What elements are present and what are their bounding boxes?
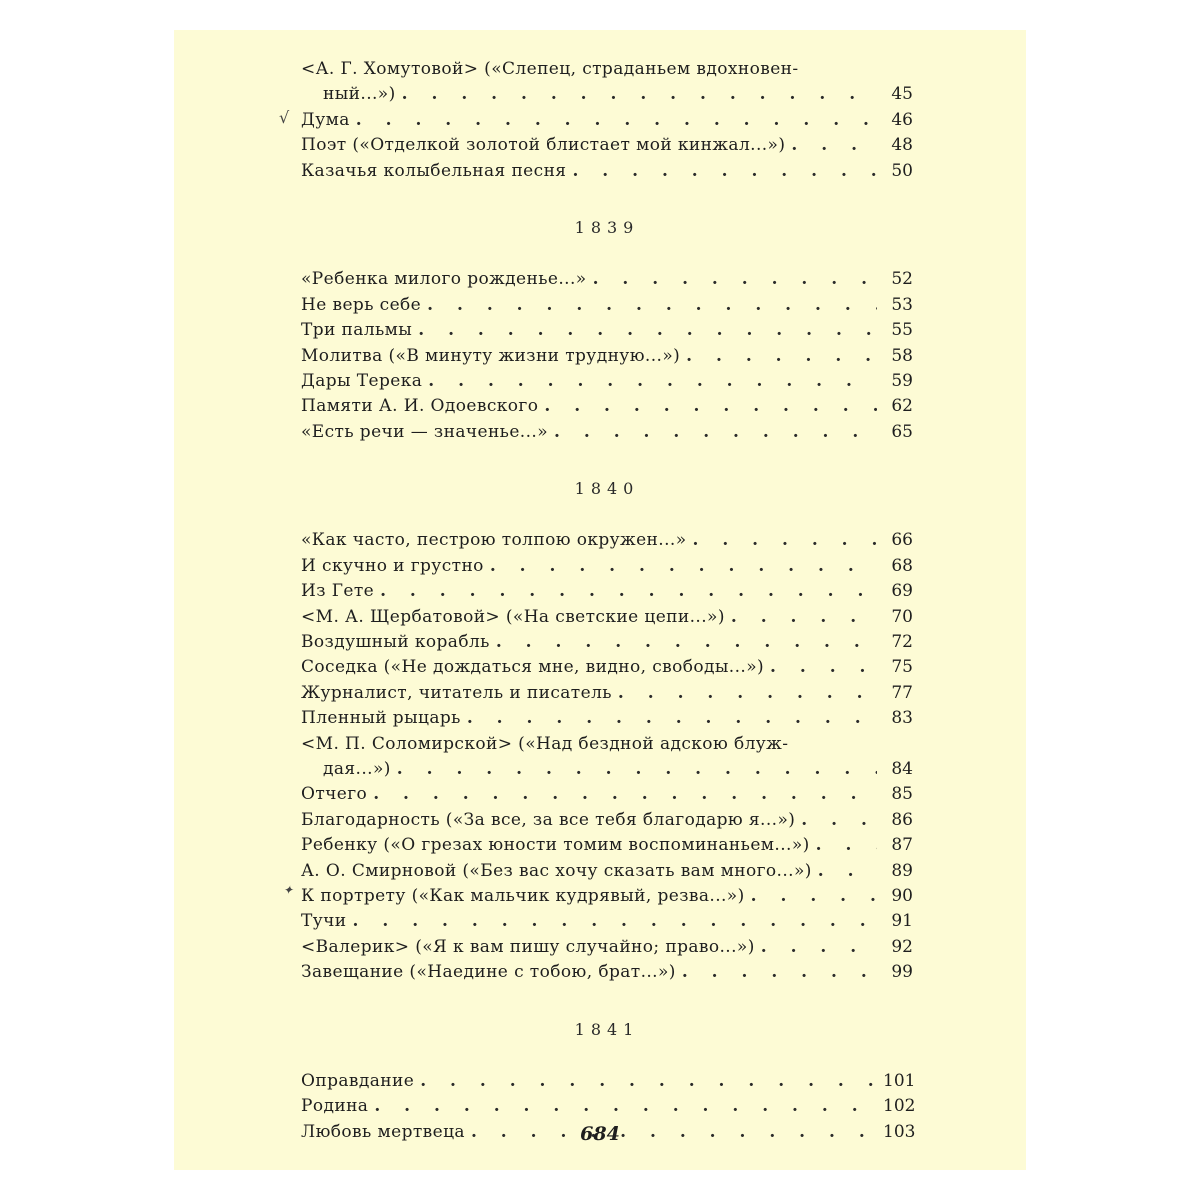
entry-page: 86 [891, 809, 913, 830]
toc-entry [301, 859, 913, 884]
toc-entry [301, 757, 913, 782]
entry-page: 87 [891, 835, 913, 856]
entry-title: И скучно и грустно [301, 555, 484, 576]
dot-leader [686, 344, 877, 369]
toc-entry [301, 133, 913, 158]
dot-leader [420, 1069, 877, 1094]
toc-entry [301, 935, 913, 960]
table-of-contents [301, 57, 916, 1145]
dot-leader [801, 808, 877, 833]
entry-page: 48 [891, 135, 913, 156]
dot-leader [380, 579, 877, 604]
entry-page: 58 [891, 345, 913, 366]
entry-title: ный...») [323, 84, 396, 105]
entry-title: дая...») [323, 758, 391, 779]
toc-entry-line [301, 732, 913, 757]
entry-page: 72 [891, 632, 913, 653]
entry-title: Три пальмы [301, 320, 413, 341]
dot-leader [693, 528, 878, 553]
entry-page: 66 [891, 530, 913, 551]
entry-page: 70 [891, 606, 913, 627]
entry-title: Казачья колыбельная песня [301, 160, 567, 181]
dot-leader [428, 369, 877, 394]
dot-leader [467, 706, 877, 731]
entry-page: 102 [883, 1096, 916, 1117]
entry-page: 77 [891, 682, 913, 703]
dot-leader [618, 681, 877, 706]
entry-page: 52 [891, 269, 913, 290]
toc-entry [301, 528, 913, 553]
dot-leader [761, 935, 877, 960]
entry-title: Завещание («Наедине с тобою, брат...») [301, 962, 676, 983]
entry-page: 55 [891, 320, 913, 341]
toc-entry [301, 833, 913, 858]
entry-page: 65 [891, 421, 913, 442]
dot-leader [731, 605, 877, 630]
toc-entry [301, 681, 913, 706]
entry-title: Журналист, читатель и писатель [301, 682, 612, 703]
entry-title: Молитва («В минуту жизни трудную...») [301, 345, 681, 366]
entry-page: 101 [883, 1070, 916, 1091]
entry-page: 45 [891, 84, 913, 105]
toc-entry [301, 909, 913, 934]
entry-title: Соседка («Не дождаться мне, видно, свободы...») [301, 657, 765, 678]
dot-leader [427, 293, 877, 318]
entry-page: 85 [891, 784, 913, 805]
toc-entry [301, 1094, 916, 1119]
entry-title: Воздушный корабль [301, 632, 490, 653]
dot-leader [418, 318, 877, 343]
dot-leader [490, 554, 877, 579]
toc-entry [301, 782, 913, 807]
entry-title: Тучи [301, 911, 347, 932]
entry-title: Поэт («Отделкой золотой блистает мой кинжал...») [301, 135, 786, 156]
toc-entry [301, 579, 913, 604]
dot-leader [397, 757, 877, 782]
toc-entry [301, 630, 913, 655]
entry-page: 90 [891, 885, 913, 906]
toc-entry [301, 108, 913, 133]
entry-page: 50 [891, 160, 913, 181]
toc-entry [301, 655, 913, 680]
dot-leader [816, 833, 877, 858]
toc-entry-line [301, 57, 913, 82]
entry-title: «Есть речи — значенье...» [301, 421, 549, 442]
entry-page: 99 [891, 962, 913, 983]
toc-entry [301, 318, 913, 343]
dot-leader [496, 630, 877, 655]
dot-leader [593, 267, 877, 292]
entry-title: Дары Терека [301, 370, 423, 391]
toc-entry [301, 420, 913, 445]
entry-title: К портрету («Как мальчик кудрявый, резва...») [301, 885, 745, 906]
dot-leader [374, 1094, 877, 1119]
dot-leader [353, 909, 877, 934]
tick-mark-icon: ✦ [283, 883, 294, 897]
toc-entry [301, 706, 913, 731]
entry-title: Ребенку («О грезах юности томим воспоминаньем...») [301, 835, 810, 856]
entry-page: 92 [891, 936, 913, 957]
toc-entry [301, 82, 913, 107]
toc-entry [301, 884, 913, 909]
dot-leader [770, 655, 877, 680]
toc-entry [301, 1069, 916, 1094]
entry-page: 75 [891, 657, 913, 678]
toc-entry [301, 554, 913, 579]
toc-entry [301, 344, 913, 369]
entry-title: <Валерик> («Я к вам пишу случайно; право...») [301, 936, 755, 957]
toc-entry [301, 159, 913, 184]
entry-title: Родина [301, 1096, 369, 1117]
year-heading: 1840 [574, 479, 640, 499]
dot-leader [373, 782, 877, 807]
toc-entry [301, 808, 913, 833]
year-heading: 1841 [574, 1019, 640, 1039]
entry-title: Из Гете [301, 581, 375, 602]
entry-title: <А. Г. Хомутовой> («Слепец, страданьем вдохновен- [301, 59, 799, 79]
check-mark-icon: √ [279, 108, 290, 127]
entry-page: 62 [891, 396, 913, 417]
entry-title: <М. П. Соломирской> («Над бездной адскою блуж- [301, 733, 789, 754]
dot-leader [751, 884, 877, 909]
entry-page: 83 [891, 708, 913, 729]
entry-title: А. О. Смирновой («Без вас хочу сказать вам много...») [301, 860, 812, 881]
dot-leader [402, 82, 877, 107]
entry-page: 84 [891, 758, 913, 779]
dot-leader [554, 420, 877, 445]
page-number: 684 [580, 1123, 620, 1145]
toc-entry [301, 394, 913, 419]
entry-page: 68 [891, 555, 913, 576]
entry-title: Пленный рыцарь [301, 708, 461, 729]
entry-title: Любовь мертвеца [301, 1121, 465, 1142]
dot-leader [544, 394, 877, 419]
entry-title: Памяти А. И. Одоевского [301, 396, 539, 417]
dot-leader [791, 133, 877, 158]
entry-title: Благодарность («За все, за все тебя благодарю я...») [301, 809, 796, 830]
entry-page: 59 [891, 370, 913, 391]
entry-title: «Как часто, пестрою толпою окружен...» [301, 530, 687, 551]
entry-page: 69 [891, 581, 913, 602]
entry-title: Отчего [301, 784, 368, 805]
entry-title: «Ребенка милого рожденье...» [301, 269, 587, 290]
entry-title: <М. А. Щербатовой> («На светские цепи...») [301, 606, 725, 627]
dot-leader [818, 859, 877, 884]
entry-page: 91 [891, 911, 913, 932]
entry-title: Не верь себе [301, 294, 422, 315]
toc-entry [301, 960, 913, 985]
toc-entry [301, 605, 913, 630]
entry-title: Оправдание [301, 1070, 415, 1091]
entry-page: 53 [891, 294, 913, 315]
entry-page: 103 [883, 1121, 916, 1142]
dot-leader [356, 108, 877, 133]
toc-entry [301, 293, 913, 318]
year-heading: 1839 [574, 217, 640, 237]
entry-page: 46 [891, 109, 913, 130]
dot-leader [572, 159, 877, 184]
dot-leader [682, 960, 877, 985]
toc-entry [301, 267, 913, 292]
entry-title: Дума [301, 109, 350, 130]
entry-page: 89 [891, 860, 913, 881]
toc-entry [301, 369, 913, 394]
